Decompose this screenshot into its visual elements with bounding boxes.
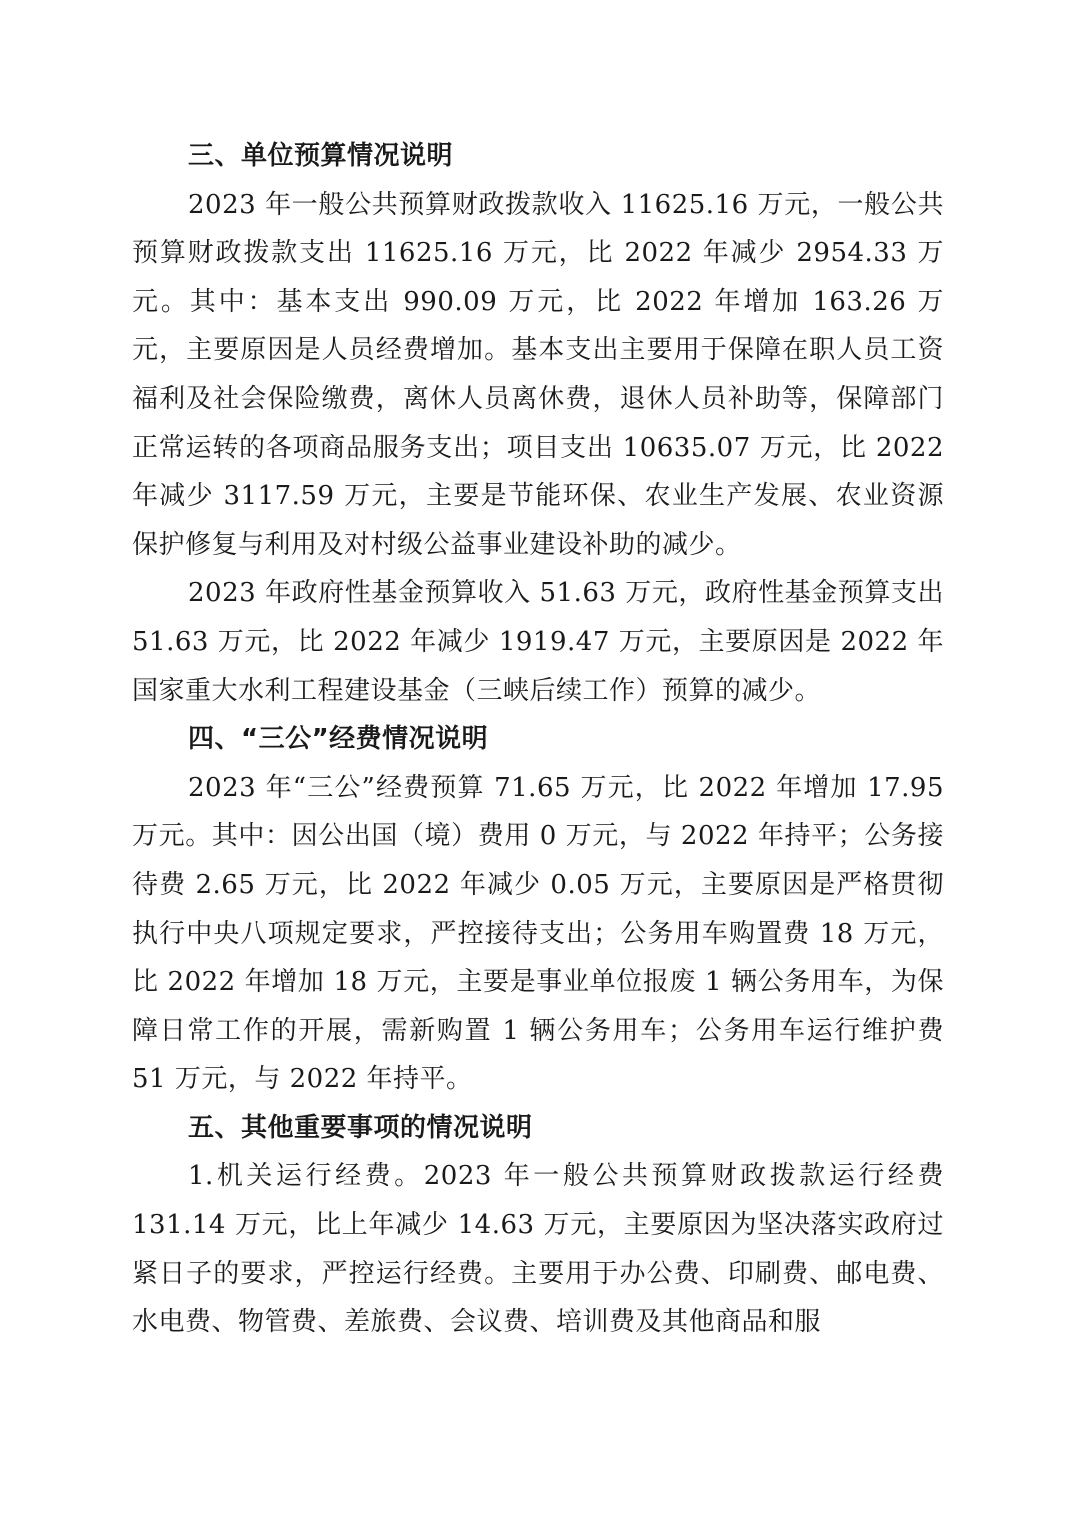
section-heading-three-public-expenses: 四、“三公”经费情况说明 [188,724,489,755]
section-heading-other-matters: 五、其他重要事项的情况说明 [188,1112,533,1143]
document-page [132,132,944,1347]
paragraph-three-public-expenses: 2023 年“三公”经费预算 71.65 万元，比 2022 年增加 17.95 万元。其中：因公出国（境）费用 0 万元，与 2022 年持平；公务接待费 2.65 万元，比 2022 年减少 0.05 万元，主要原因是严格贯彻执行中央八项规定要求，严控接待支出；公务用车购置费 18 万元，比 2022 年增加 18 万元，主要是事业单位报废 1 辆公务用车，为保障日常工作的开展，需新购置 1 辆公务用车；公务用车运行维护费 51 万元，与 2022 年持平。 [132,772,944,1095]
paragraph-operating-expenses: 1.机关运行经费。2023 年一般公共预算财政拨款运行经费 131.14 万元，比上年减少 14.63 万元，主要原因为坚决落实政府过紧日子的要求，严控运行经费。主要用于办公费、印刷费、邮电费、水电费、物管费、差旅费、会议费、培训费及其他商品和服 [132,1161,944,1338]
section-heading-unit-budget: 三、单位预算情况说明 [188,141,454,171]
paragraph-government-fund: 2023 年政府性基金预算收入 51.63 万元，政府性基金预算支出 51.63 万元，比 2022 年减少 1919.47 万元，主要原因是 2022 年国家重大水利工程建设基金（三峡后续工作）预算的减少。 [132,578,944,706]
paragraph-general-budget: 2023 年一般公共预算财政拨款收入 11625.16 万元，一般公共预算财政拨款支出 11625.16 万元，比 2022 年减少 2954.33 万元。其中：基本支出 990.09 万元，比 2022 年增加 163.26 万元，主要原因是人员经费增加。基本支出主要用于保障在职人员工资福利及社会保险缴费，离休人员离休费，退休人员补助等，保障部门正常运转的各项商品服务支出；项目支出 10635.07 万元，比 2022 年减少 3117.59 万元，主要是节能环保、农业生产发展、农业资源保护修复与利用及对村级公益事业建设补助的减少。 [132,189,944,560]
